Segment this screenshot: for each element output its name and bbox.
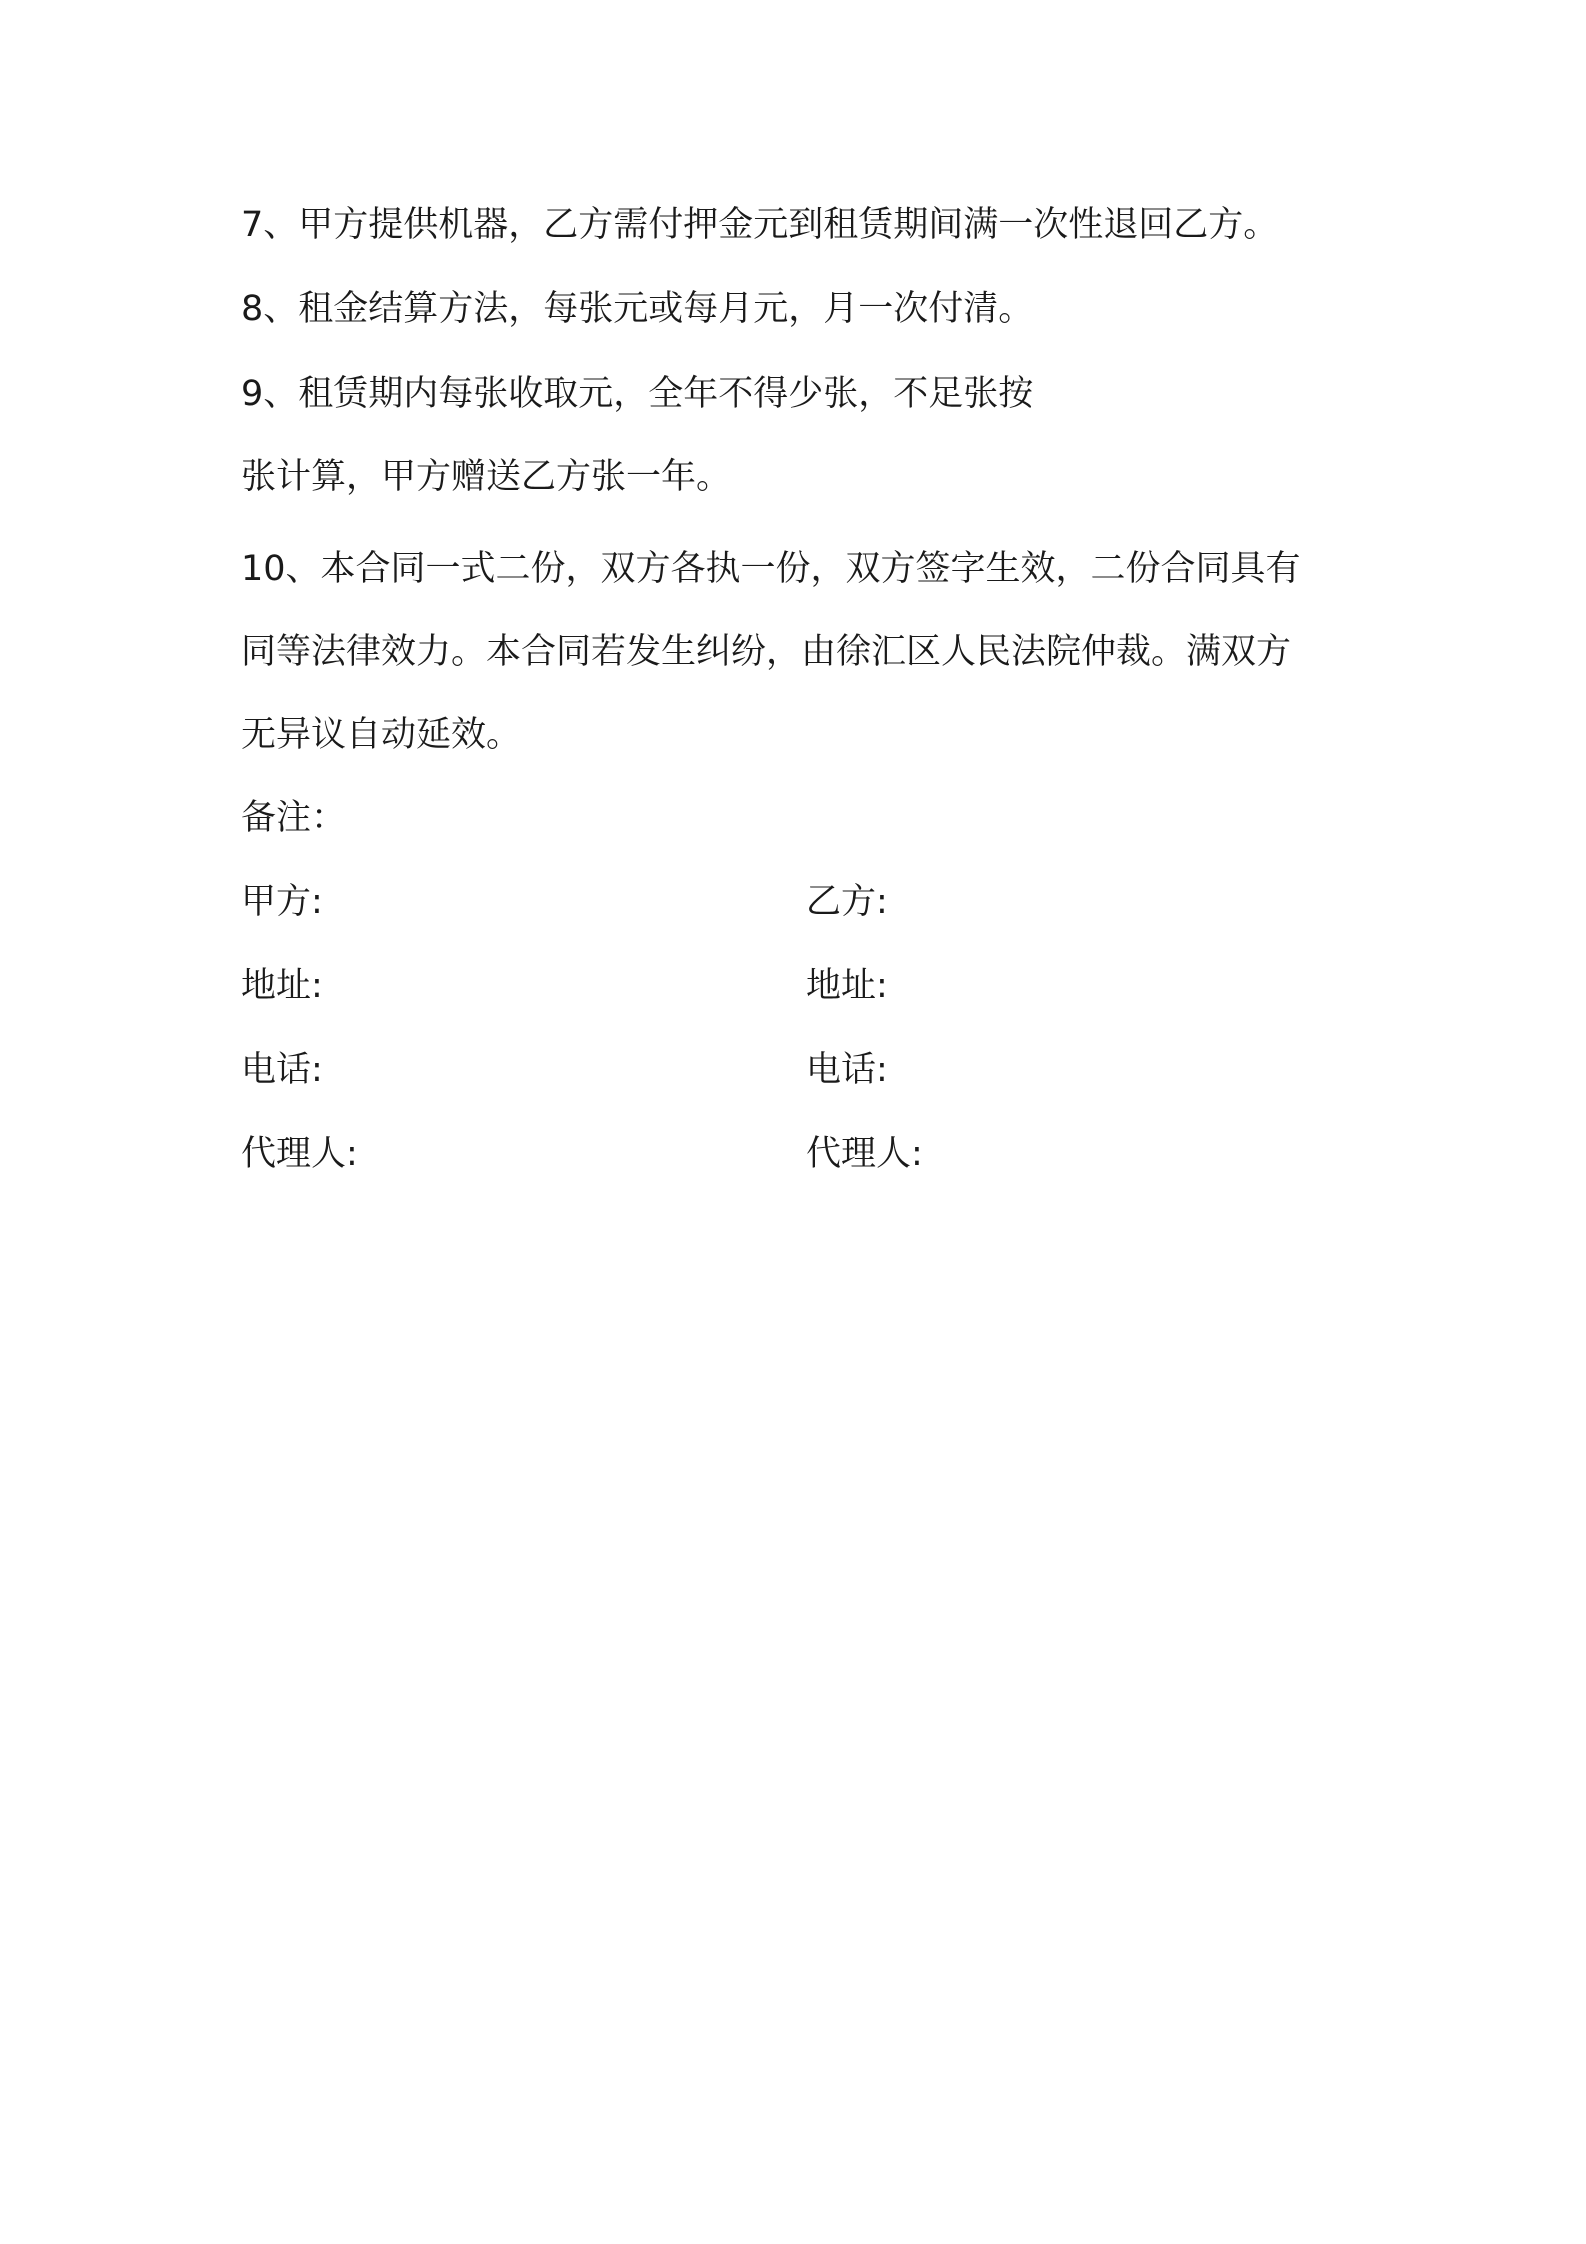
clause-10-line-2: 同等法律效力。本合同若发生纠纷，由徐汇区人民法院仲裁。满双方	[241, 632, 1292, 672]
party-a-phone-label: 电话:	[241, 1050, 323, 1090]
clause-8: 8、租金结算方法，每张元或每月元，月一次付清。	[241, 289, 1034, 329]
party-a-label: 甲方:	[241, 882, 323, 922]
signature-row-agent	[241, 1129, 1361, 1179]
party-b-address-label: 地址:	[806, 966, 888, 1006]
clause-9-line-2: 张计算，甲方赠送乙方张一年。	[241, 457, 732, 497]
party-b-label: 乙方:	[806, 882, 888, 922]
clause-10-line-1: 10、本合同一式二份，双方各执一份，双方签字生效，二份合同具有	[241, 549, 1301, 589]
clause-10-line-3: 无异议自动延效。	[241, 715, 522, 755]
clause-9-line-1: 9、租赁期内每张收取元，全年不得少张，不足张按	[241, 374, 1034, 414]
party-a-address-label: 地址:	[241, 966, 323, 1006]
remark-label: 备注：	[241, 798, 347, 838]
party-a-agent-label: 代理人:	[241, 1134, 358, 1174]
party-b-agent-label: 代理人:	[806, 1134, 923, 1174]
signature-row-address	[241, 961, 1361, 1011]
signature-row-phone	[241, 1045, 1361, 1095]
signature-row-party	[241, 877, 1361, 927]
clause-7: 7、甲方提供机器，乙方需付押金元到租赁期间满一次性退回乙方。	[241, 205, 1279, 245]
party-b-phone-label: 电话:	[806, 1050, 888, 1090]
